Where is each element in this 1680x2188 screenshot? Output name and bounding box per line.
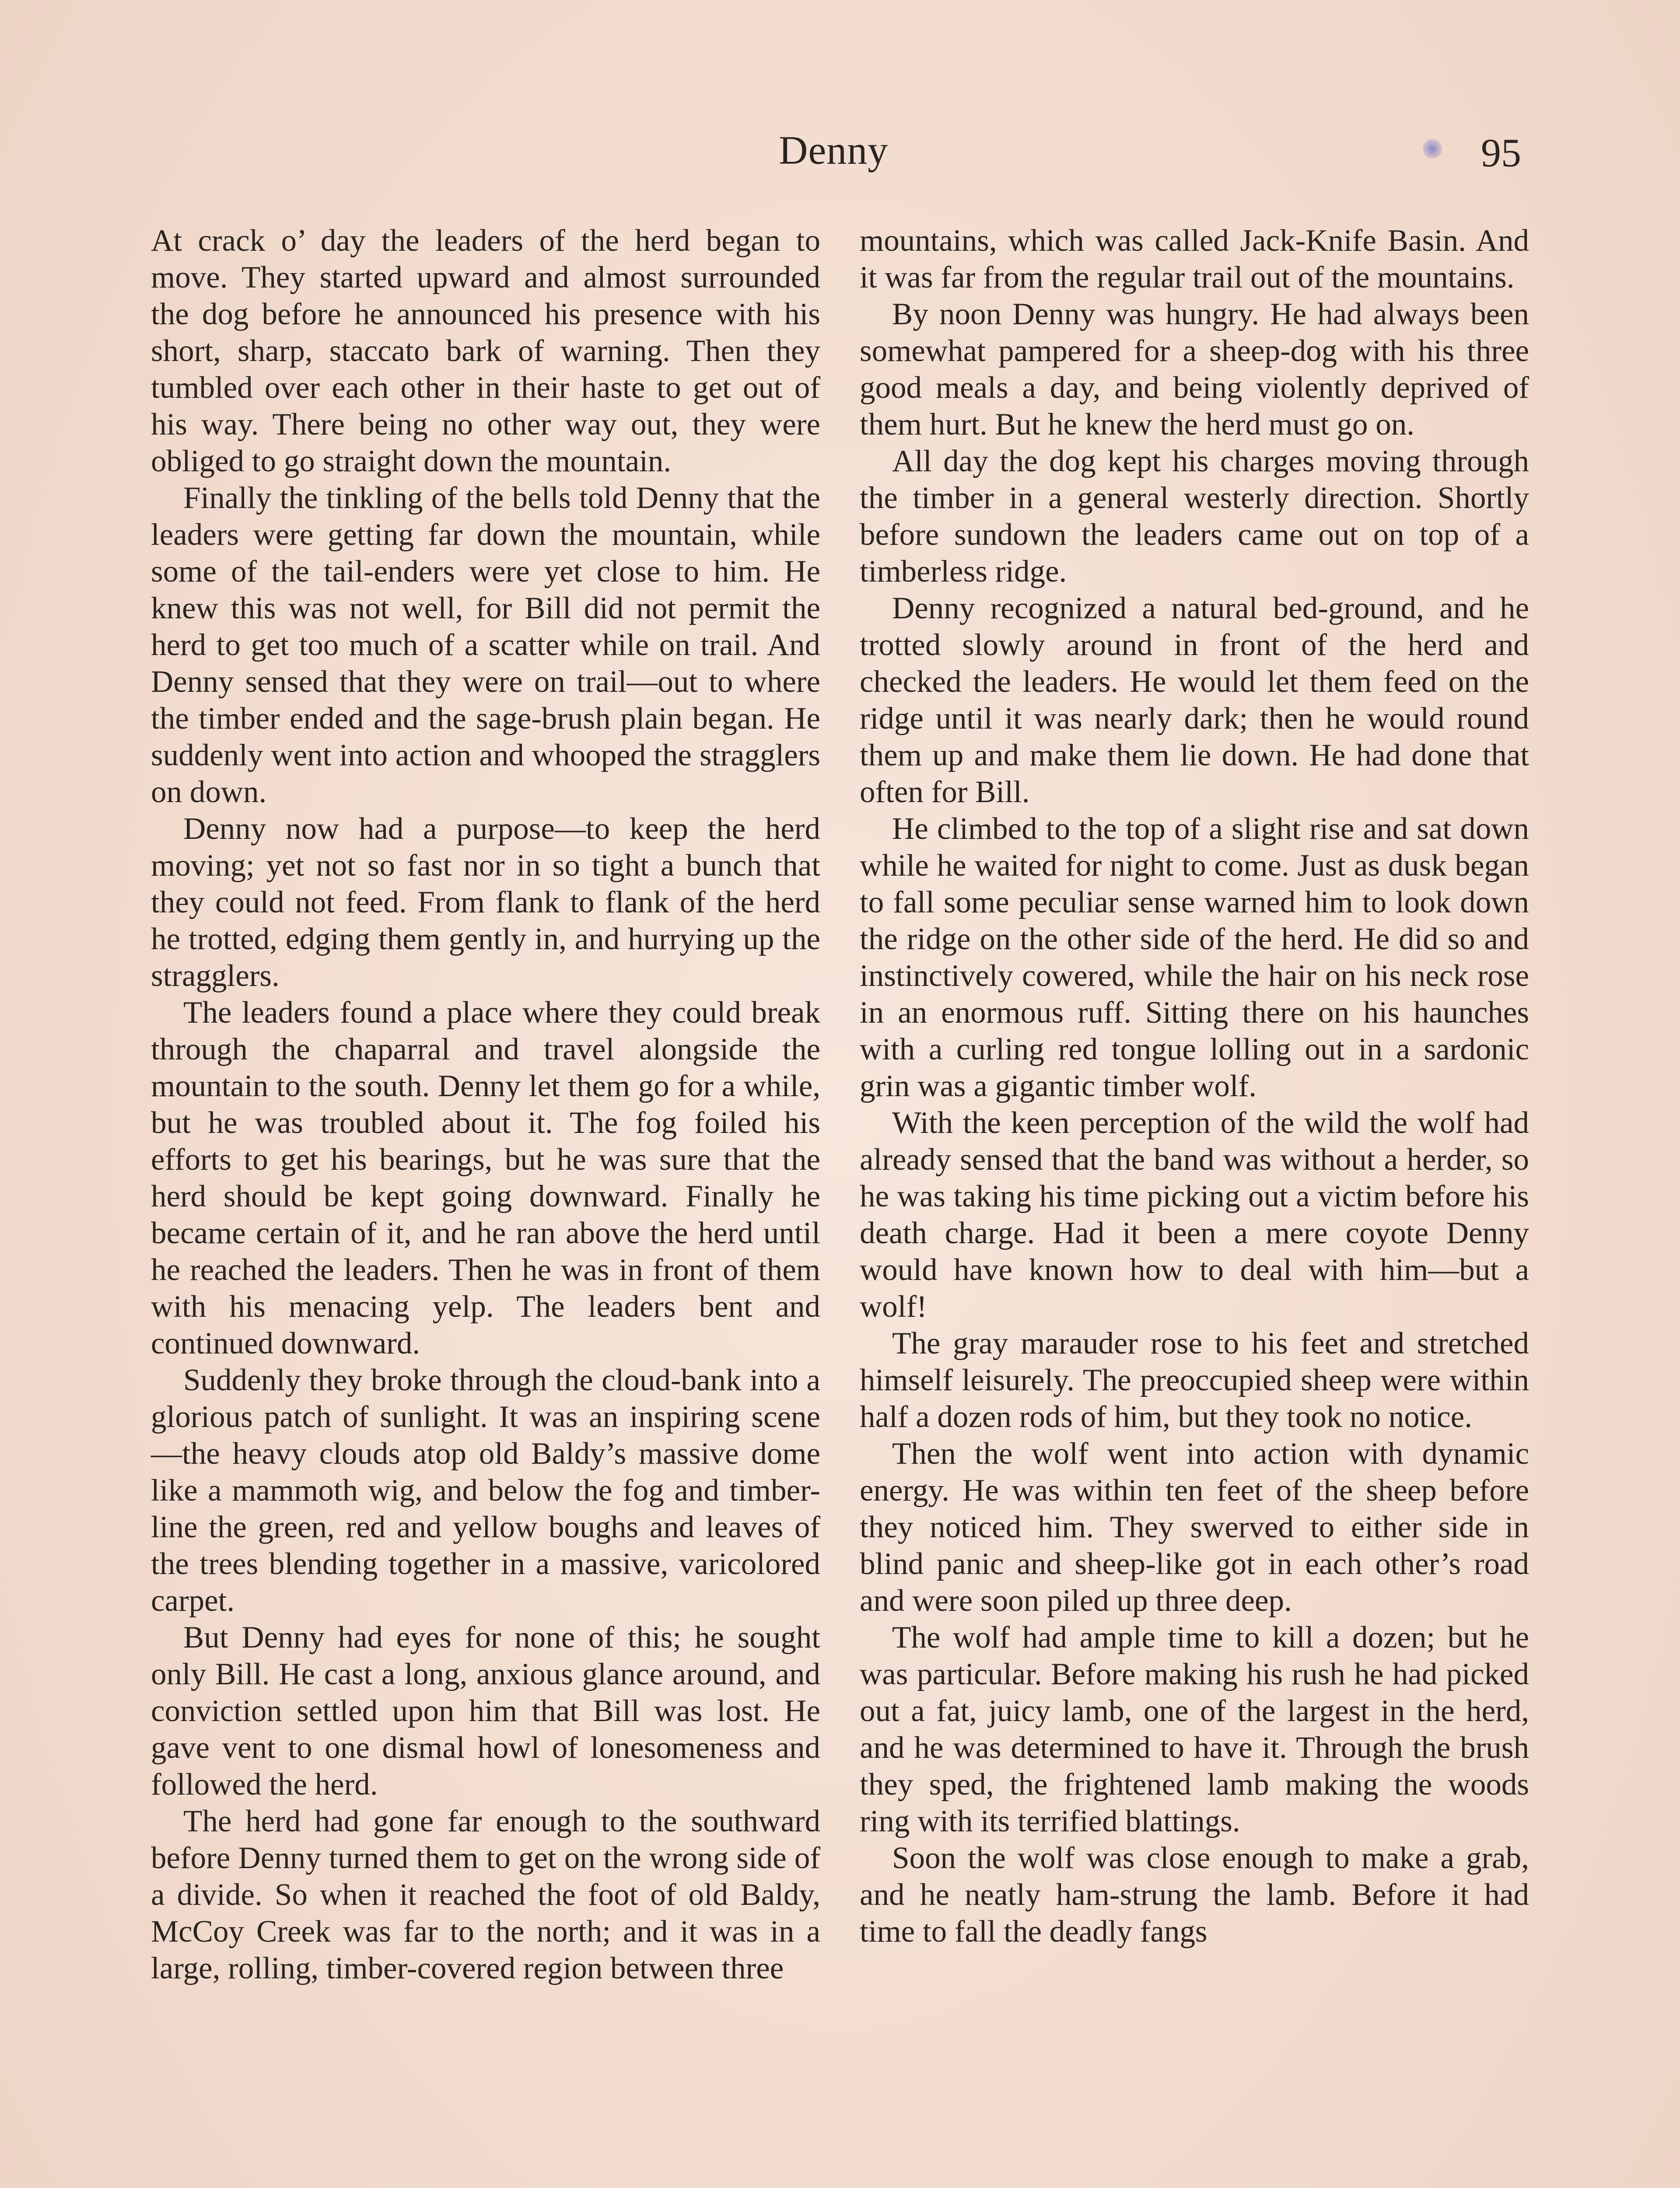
right-column: [860, 222, 1529, 1950]
paragraph: The gray marauder rose to his feet and stretched himself leisurely. The preoccupied sheep were within half a dozen rods of him, but they took no notice.: [860, 1326, 1529, 1434]
page-number: 95: [1481, 130, 1521, 175]
running-head: [0, 127, 1680, 188]
paragraph: Denny now had a purpose—to keep the herd moving; yet not so fast nor in so tight a bunch that they could not feed. From flank to flank of the herd he trotted, edging them gently in, and hurrying up the stragglers.: [151, 812, 820, 993]
paragraph: He climbed to the top of a slight rise and sat down while he waited for night to come. Just as dusk began to fall some peculiar sense warned him to look down the ridge on the other side of the herd. He did so and instinctively cowered, while the hair on his neck rose in an enormous ruff. Sitting there on his haunches with a curling red tongue lolling out in a sardonic grin was a gigantic timber wolf.: [860, 812, 1529, 1103]
paragraph: Denny recognized a natural bed-ground, and he trotted slowly around in front of the herd and checked the leaders. He would let them feed on the ridge until it was nearly dark; then he would round them up and make them lie down. He had done that often for Bill.: [860, 591, 1529, 809]
paragraph: Soon the wolf was close enough to make a grab, and he neatly ham-strung the lamb. Before it had time to fall the deadly fangs: [860, 1841, 1529, 1949]
paragraph: The wolf had ample time to kill a dozen; but he was particular. Before making his rush he had picked out a fat, juicy lamb, one of the largest in the herd, and he was determined to have it. Through the brush they sped, the frightened lamb making the woods ring with its terrified blattings.: [860, 1620, 1529, 1838]
paragraph: The herd had gone far enough to the southward before Denny turned them to get on the wrong side of a divide. So when it reached the foot of old Baldy, McCoy Creek was far to the north; and it was in a large, rolling, timber-covered region between three: [151, 1804, 820, 1985]
paragraph: Then the wolf went into action with dynamic energy. He was within ten feet of the sheep before they noticed him. They swerved to either side in blind panic and sheep-like got in each other’s road and were soon piled up three deep.: [860, 1437, 1529, 1618]
paragraph: Suddenly they broke through the cloud-bank into a glorious patch of sunlight. It was an inspiring scene—the heavy clouds atop old Baldy’s massive dome like a mammoth wig, and below the fog and timber-line the green, red and yellow boughs and leaves of the trees blending together in a massive, varicolored carpet.: [151, 1363, 820, 1618]
paragraph: The leaders found a place where they could break through the chaparral and travel alongside the mountain to the south. Denny let them go for a while, but he was troubled about it. The fog foiled his efforts to get his bearings, but he was sure that the herd should be kept going downward. Finally he became certain of it, and he ran above the herd until he reached the leaders. Then he was in front of them with his menacing yelp. The leaders bent and continued downward.: [151, 996, 820, 1360]
paragraph: By noon Denny was hungry. He had always been somewhat pampered for a sheep-dog with his three good meals a day, and being violently deprived of them hurt. But he knew the herd must go on.: [860, 297, 1529, 442]
ink-spot: [1423, 139, 1442, 158]
running-title: Denny: [779, 128, 889, 172]
paragraph: Finally the tinkling of the bells told Denny that the leaders were getting far down the mountain, while some of the tail-enders were yet close to him. He knew this was not well, for Bill did not permit the herd to get too much of a scatter while on trail. And Denny sensed that they were on trail—out to where the timber ended and the sage-brush plain began. He suddenly went into action and whooped the stragglers on down.: [151, 481, 820, 809]
paragraph: But Denny had eyes for none of this; he sought only Bill. He cast a long, anxious glance around, and conviction settled upon him that Bill was lost. He gave vent to one dismal howl of lonesomeness and followed the herd.: [151, 1620, 820, 1802]
left-column: [151, 222, 820, 1987]
paragraph: All day the dog kept his charges moving through the timber in a general westerly direction. Shortly before sundown the leaders came out on top of a timberless ridge.: [860, 444, 1529, 589]
paragraph: At crack o’ day the leaders of the herd began to move. They started upward and almost surrounded the dog before he announced his presence with his short, sharp, staccato bark of warning. Then they tumbled over each other in their haste to get out of his way. There being no other way out, they were obliged to go straight down the mountain.: [151, 224, 820, 478]
paragraph: With the keen perception of the wild the wolf had already sensed that the band was without a herder, so he was taking his time picking out a victim before his death charge. Had it been a mere coyote Denny would have known how to deal with him—but a wolf!: [860, 1106, 1529, 1324]
paragraph-continuation: mountains, which was called Jack-Knife Basin. And it was far from the regular trail out of the mountains.: [860, 224, 1529, 295]
